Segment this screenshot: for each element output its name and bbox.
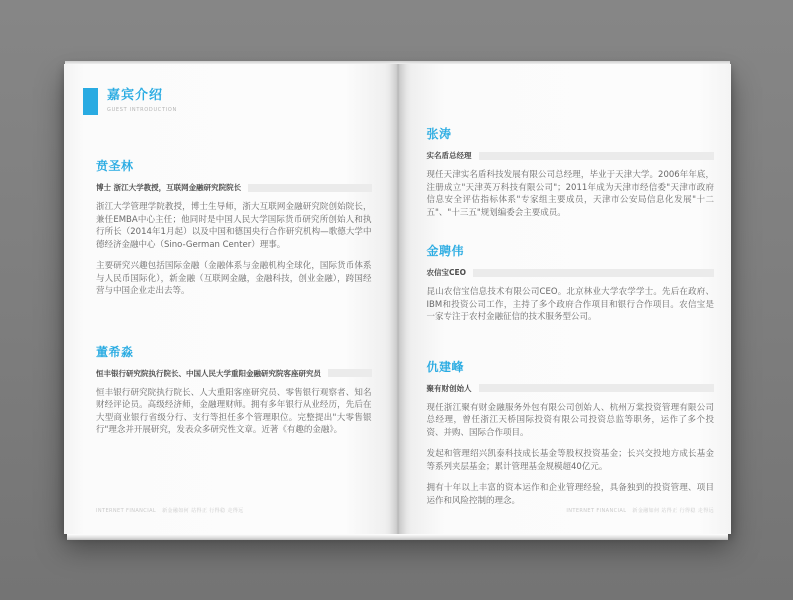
guest-paragraph: 发起和管理绍兴凯泰科技成长基金等股权投资基金；长兴交投地方成长基金等系列夹层基金；累计管理基金规模超40亿元。 bbox=[426, 449, 714, 472]
guest-paragraph: 恒丰银行研究院执行院长、人大重阳客座研究员、零售银行观察者、知名财经评论员。高级经济师，金融理财师。拥有多年银行从业经历，先后在大型商业银行省级分行、支行等担任多个管理职位。完整提出"大零售银行"理念并开展研究，发表众多研究性文章。近著《有趣的金融》。 bbox=[96, 387, 372, 435]
guest-title-row bbox=[427, 267, 715, 278]
title-underline-bar bbox=[479, 152, 715, 160]
guest-section-ben-shenglin bbox=[96, 160, 372, 298]
guest-title-row bbox=[427, 150, 715, 161]
guest-title-row bbox=[96, 368, 372, 379]
page-footer-left bbox=[96, 507, 244, 514]
guest-section-jin-pinwei bbox=[427, 245, 715, 324]
title-underline-bar bbox=[328, 369, 372, 377]
guest-section-zhang-tao bbox=[427, 128, 715, 219]
footer-en: INTERNET FINANCIAL bbox=[566, 508, 627, 514]
page-title: 嘉宾介绍 bbox=[107, 88, 164, 103]
footer-en: INTERNET FINANCIAL bbox=[96, 508, 157, 514]
guest-title: 恒丰银行研究院执行院长、中国人民大学重阳金融研究院客座研究员 bbox=[96, 368, 321, 378]
guest-paragraph: 昆山农信宝信息技术有限公司CEO。北京林业大学农学学士。先后在政府、IBM和投资公司工作，主持了多个政府合作项目和银行合作项目。农信宝是一家专注于农村金融征信的技术服务型公司。 bbox=[426, 287, 714, 322]
footer-cn: 新金融如何 站得正 行得稳 走得远 bbox=[162, 508, 244, 514]
guest-name: 贲圣林 bbox=[96, 159, 134, 173]
title-underline-bar bbox=[473, 269, 714, 277]
accent-square bbox=[83, 88, 98, 115]
title-underline-bar bbox=[479, 384, 715, 392]
guest-title: 博士 浙江大学教授，互联网金融研究院院长 bbox=[96, 183, 242, 192]
guest-title: 聚有财创始人 bbox=[426, 383, 472, 393]
page-left-content bbox=[64, 64, 398, 534]
guest-paragraph: 现任浙江聚有财金融服务外包有限公司创始人、杭州万棠投资管理有限公司总经理，曾任浙江天桥国际投资有限公司投资总监等职务，运作了多个投资、并购、国际合作项目。 bbox=[426, 402, 714, 438]
page-left bbox=[64, 64, 398, 534]
guest-paragraph: 浙江大学管理学院教授，博士生导师，浙大互联网金融研究院创始院长，兼任EMBA中心主任；他同时是中国人民大学国际货币研究所创始人和执行所长（2014年1月起）以及中国和德国央行合作研究机构—歌德大学中德经济金融中心（Sino-German Center）理事。 bbox=[96, 202, 372, 250]
brochure-spread bbox=[64, 64, 731, 534]
guest-name: 仇建峰 bbox=[426, 359, 465, 374]
guest-paragraph: 主要研究兴趣包括国际金融（金融体系与金融机构全球化，国际货币体系与人民币国际化），新金融（互联网金融，金融科技，创业金融），跨国经营与中国企业走出去等。 bbox=[96, 261, 372, 296]
guest-paragraph: 拥有十年以上丰富的资本运作和企业管理经验，具备独到的投资管理、项目运作和风险控制的理念。 bbox=[426, 483, 714, 506]
guest-title-row bbox=[427, 383, 715, 394]
guest-name: 金聘伟 bbox=[426, 244, 465, 258]
page-header bbox=[83, 88, 372, 115]
page-subtitle: GUEST INTRODUCTION bbox=[107, 107, 177, 113]
header-text bbox=[107, 88, 177, 113]
guest-name: 董希淼 bbox=[96, 344, 134, 359]
guest-title: 农信宝CEO bbox=[426, 268, 467, 277]
guest-title-row bbox=[96, 182, 372, 193]
guest-section-qiu-jianfeng bbox=[427, 361, 715, 508]
guest-title: 实名盾总经理 bbox=[426, 151, 472, 160]
page-footer-right bbox=[566, 507, 714, 514]
page-right-content bbox=[398, 64, 732, 534]
title-underline-bar bbox=[248, 184, 371, 192]
guest-section-dong-ximiao bbox=[96, 346, 372, 437]
page-right bbox=[398, 64, 732, 534]
guest-paragraph: 现任天津实名盾科技发展有限公司总经理，毕业于天津大学。2006年年底，注册成立"天津英万科技有限公司"；2011年成为天津市经信委"天津市政府信息安全评估指标体系"专家组主要成员，天津市公安局信息化发展"十二五"、"十三五"规划编委会主要成员。 bbox=[426, 170, 714, 218]
footer-cn: 新金融如何 站得正 行得稳 走得远 bbox=[632, 508, 714, 514]
guest-name: 张涛 bbox=[426, 127, 452, 141]
